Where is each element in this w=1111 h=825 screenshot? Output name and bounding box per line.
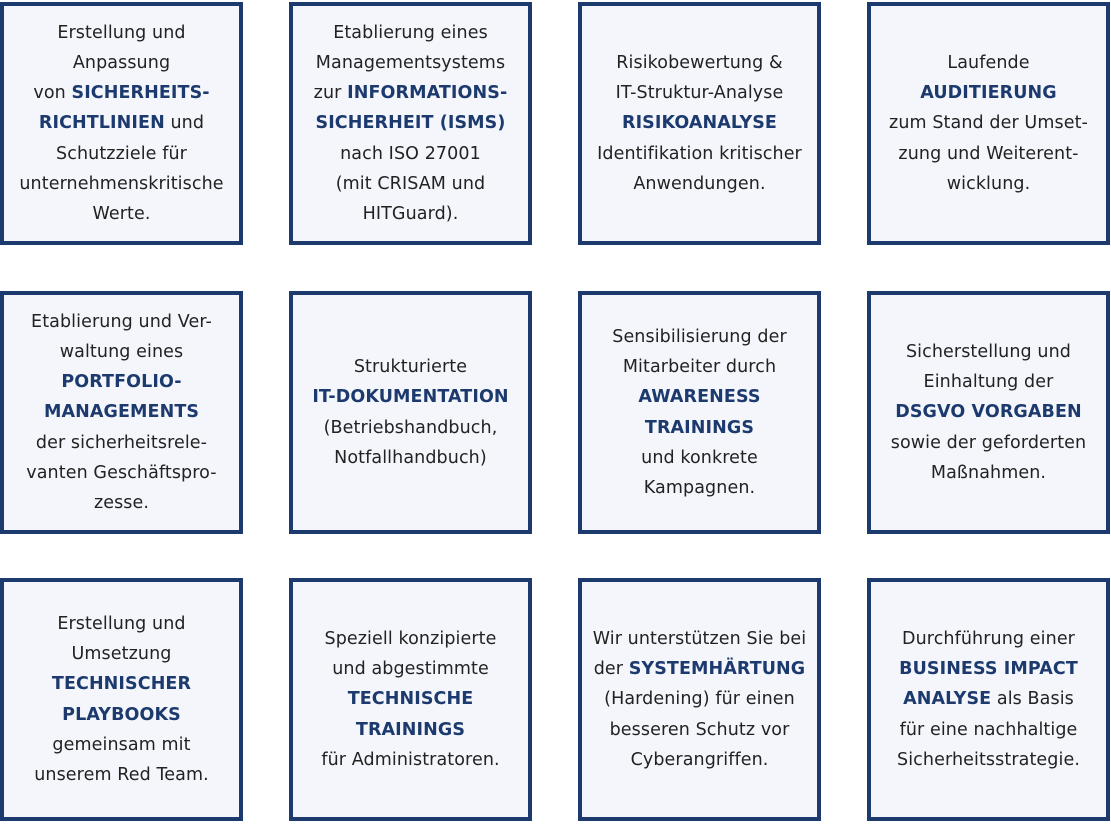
card-text <box>26 307 216 518</box>
body-text: IT-Struktur-Analyse <box>615 83 784 104</box>
body-text: zum Stand der Umset- <box>889 113 1088 134</box>
body-text: Erstellung und <box>57 613 186 634</box>
text-line <box>612 352 787 382</box>
card-text <box>612 322 787 503</box>
body-text: Etablierung und Ver- <box>31 311 212 332</box>
card-text <box>321 624 499 775</box>
body-text: gemeinsam mit <box>52 734 191 755</box>
text-line <box>314 139 508 169</box>
body-text: als Basis <box>991 689 1074 710</box>
text-line <box>312 443 508 473</box>
body-text: Maßnahmen. <box>930 462 1047 483</box>
body-text: zesse. <box>93 493 150 513</box>
highlight-text: TECHNISCHE <box>347 689 474 710</box>
highlight-text: RICHTLINIEN <box>38 113 165 134</box>
text-line <box>26 397 216 427</box>
card-risikoanalyse <box>578 2 821 245</box>
text-line <box>26 428 216 458</box>
text-line <box>314 199 508 229</box>
card-technische-playbooks <box>0 578 243 821</box>
card-text <box>314 18 508 229</box>
text-line <box>593 745 807 775</box>
text-line <box>891 337 1086 367</box>
card-text <box>34 609 209 790</box>
body-text: Anwendungen. <box>633 173 766 194</box>
highlight-text: SICHERHEITS- <box>71 83 210 104</box>
body-text: Sensibilisierung der <box>612 326 787 347</box>
text-line <box>593 624 807 654</box>
body-text: Cyberangriffen. <box>630 749 769 770</box>
body-text: von <box>33 83 72 104</box>
text-line <box>312 382 508 412</box>
body-text: besseren Schutz vor <box>609 719 790 740</box>
text-line <box>889 48 1088 78</box>
body-text: sowie der geforderten <box>890 432 1087 453</box>
body-text: Managementsystems <box>315 52 506 73</box>
text-line <box>314 18 508 48</box>
text-line <box>26 337 216 367</box>
text-line <box>314 108 508 138</box>
card-text <box>597 48 802 199</box>
text-line <box>897 654 1080 684</box>
text-line <box>597 108 802 138</box>
body-text: Anpassung <box>72 52 171 73</box>
body-text: Einhaltung der <box>923 372 1054 393</box>
text-line <box>889 139 1088 169</box>
card-text <box>897 624 1080 775</box>
highlight-text: INFORMATIONS- <box>347 83 508 104</box>
text-line <box>34 639 209 669</box>
body-text: wicklung. <box>946 173 1031 194</box>
body-text: nach ISO 27001 <box>340 143 481 164</box>
text-line <box>612 413 787 443</box>
card-awareness-trainings <box>578 291 821 534</box>
body-text: Identifikation kritischer <box>597 143 802 164</box>
card-auditierung <box>867 2 1110 245</box>
body-text: Strukturierte <box>353 357 468 378</box>
text-line <box>19 18 223 48</box>
body-text: und <box>164 113 205 134</box>
card-text <box>312 352 508 473</box>
highlight-text: ANALYSE <box>903 689 992 710</box>
text-line <box>897 715 1080 745</box>
text-line <box>34 730 209 760</box>
text-line <box>34 700 209 730</box>
card-sicherheitsrichtlinien <box>0 2 243 245</box>
body-text: Durchführung einer <box>902 628 1075 649</box>
text-line <box>321 624 499 654</box>
text-line <box>597 139 802 169</box>
text-line <box>321 684 499 714</box>
body-text: für eine nachhaltige <box>899 719 1078 740</box>
text-line <box>26 367 216 397</box>
text-line <box>612 443 787 473</box>
text-line <box>321 745 499 775</box>
text-line <box>321 715 499 745</box>
text-line <box>889 169 1088 199</box>
text-line <box>34 760 209 790</box>
body-text: waltung eines <box>59 341 184 362</box>
body-text: Speziell konzipierte <box>324 628 497 649</box>
text-line <box>314 48 508 78</box>
text-line <box>891 428 1086 458</box>
body-text: unserem Red Team. <box>34 764 209 785</box>
text-line <box>19 48 223 78</box>
body-text: unternehmenskritische <box>19 173 224 194</box>
card-text <box>19 18 223 229</box>
body-text: Werte. <box>92 204 151 224</box>
body-text: (mit CRISAM und <box>335 173 486 194</box>
body-text: Risikobewertung & <box>616 52 783 73</box>
text-line <box>26 488 216 518</box>
highlight-text: MANAGEMENTS <box>43 402 200 423</box>
body-text: der sicherheitsrele- <box>35 432 208 453</box>
body-text: zung und Weiterent- <box>898 143 1079 164</box>
text-line <box>314 78 508 108</box>
body-text: Umsetzung <box>71 644 172 665</box>
text-line <box>889 78 1088 108</box>
body-text: Wir unterstützen Sie bei <box>592 628 807 649</box>
card-isms <box>289 2 532 245</box>
text-line <box>891 367 1086 397</box>
highlight-text: TRAININGS <box>644 417 755 438</box>
text-line <box>597 78 802 108</box>
body-text: Sicherstellung und <box>905 341 1072 362</box>
body-text: Notfallhandbuch) <box>334 447 487 468</box>
text-line <box>321 654 499 684</box>
highlight-text: BUSINESS IMPACT <box>899 659 1078 680</box>
card-text <box>593 624 807 775</box>
card-portfolio-management <box>0 291 243 534</box>
text-line <box>26 307 216 337</box>
text-line <box>897 684 1080 714</box>
body-text: Schutzziele für <box>56 143 187 164</box>
text-line <box>897 745 1080 775</box>
body-text: der <box>593 659 629 680</box>
body-text: (Betriebshandbuch, <box>323 417 498 438</box>
text-line <box>897 624 1080 654</box>
card-systemhaertung <box>578 578 821 821</box>
body-text: HITGuard). <box>362 204 459 224</box>
card-text <box>889 48 1088 199</box>
text-line <box>891 397 1086 427</box>
card-business-impact-analyse <box>867 578 1110 821</box>
body-text: Kampagnen. <box>643 477 756 498</box>
body-text: Erstellung und <box>57 22 186 43</box>
text-line <box>593 684 807 714</box>
body-text: Mitarbeiter durch <box>622 357 777 378</box>
text-line <box>314 169 508 199</box>
highlight-text: PORTFOLIO- <box>61 372 182 393</box>
text-line <box>597 169 802 199</box>
text-line <box>26 458 216 488</box>
highlight-text: SICHERHEIT (ISMS) <box>315 113 506 134</box>
highlight-text: DSGVO VORGABEN <box>895 402 1082 423</box>
body-text: und abgestimmte <box>332 659 489 680</box>
body-text: für Administratoren. <box>321 749 500 770</box>
text-line <box>891 458 1086 488</box>
text-line <box>593 715 807 745</box>
text-line <box>34 669 209 699</box>
text-line <box>612 473 787 503</box>
text-line <box>19 139 223 169</box>
text-line <box>597 48 802 78</box>
highlight-text: TRAININGS <box>355 719 466 740</box>
card-dsgvo-vorgaben <box>867 291 1110 534</box>
highlight-text: RISIKOANALYSE <box>622 113 777 134</box>
card-text <box>891 337 1086 488</box>
card-it-dokumentation <box>289 291 532 534</box>
text-line <box>34 609 209 639</box>
text-line <box>312 352 508 382</box>
text-line <box>612 322 787 352</box>
body-text: zur <box>313 83 348 104</box>
text-line <box>19 169 223 199</box>
body-text: Laufende <box>947 52 1030 73</box>
body-text: Sicherheitsstrategie. <box>897 749 1080 770</box>
text-line <box>612 382 787 412</box>
body-text: Etablierung eines <box>333 22 488 43</box>
body-text: vanten Geschäftspro- <box>26 462 217 483</box>
card-technische-trainings <box>289 578 532 821</box>
text-line <box>19 199 223 229</box>
body-text: (Hardening) für einen <box>604 689 795 710</box>
text-line <box>312 413 508 443</box>
text-line <box>19 108 223 138</box>
highlight-text: AUDITIERUNG <box>920 83 1057 104</box>
highlight-text: TECHNISCHER <box>51 674 192 695</box>
highlight-text: AWARENESS <box>638 387 761 408</box>
highlight-text: PLAYBOOKS <box>62 704 181 725</box>
highlight-text: IT-DOKUMENTATION <box>312 387 509 408</box>
text-line <box>19 78 223 108</box>
highlight-text: SYSTEMHÄRTUNG <box>628 659 806 680</box>
text-line <box>889 108 1088 138</box>
text-line <box>593 654 807 684</box>
body-text: und konkrete <box>641 447 758 468</box>
